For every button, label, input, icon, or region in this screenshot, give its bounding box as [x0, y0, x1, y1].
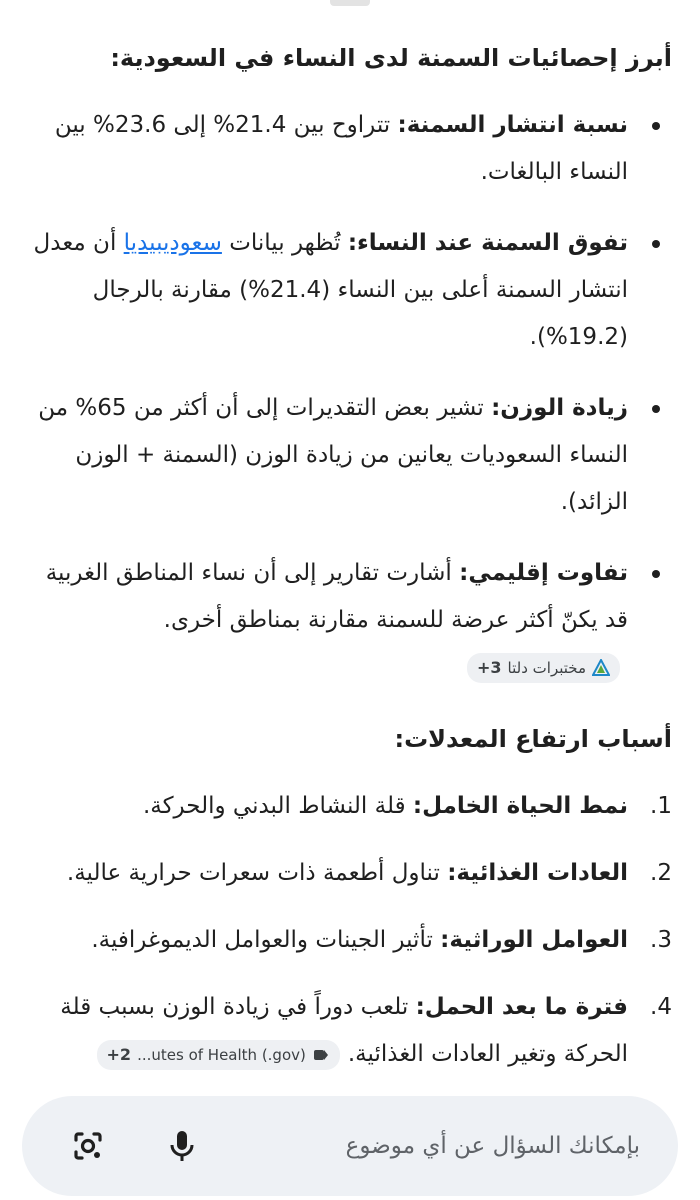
source-chip-delta-labs[interactable]	[467, 653, 620, 683]
chip-count: +3	[477, 657, 502, 677]
item-text: أشارت تقارير إلى أن نساء المناطق الغربية قد يكنّ أكثر عرضة للسمنة مقارنة بمناطق أخرى.	[45, 560, 628, 633]
search-input-placeholder[interactable]: بإمكانك السؤال عن أي موضوع	[345, 1133, 640, 1159]
delta-labs-logo-icon	[592, 659, 610, 677]
top-handle	[330, 0, 370, 6]
item-text: تُظهر بيانات	[221, 230, 348, 256]
item-title: نمط الحياة الخامل:	[412, 793, 628, 819]
ask-input-bar[interactable]	[22, 1096, 678, 1196]
list-item	[27, 220, 672, 361]
item-text: تشير بعض التقديرات إلى أن أكثر من 65% من النساء السعوديات يعانين من زيادة الوزن (السمنة + الوزن الزائد).	[38, 395, 628, 515]
list-item	[27, 102, 672, 196]
source-link-saudipedia[interactable]: سعوديبيديا	[123, 230, 222, 256]
section-heading-causes: أسباب ارتفاع المعدلات:	[394, 725, 672, 753]
list-item	[27, 550, 672, 691]
response-content	[27, 38, 672, 1098]
item-number: 2.	[650, 860, 672, 886]
item-number: 1.	[650, 793, 672, 819]
chip-label: مختبرات دلتا	[507, 658, 586, 677]
item-title: تفاوت إقليمي:	[459, 560, 628, 586]
chip-count: +2	[106, 1044, 132, 1064]
item-text: قلة النشاط البدني والحركة.	[142, 793, 413, 819]
item-text: تتراوح بين 21.4% إلى 23.6% بين النساء البالغات.	[54, 112, 628, 185]
item-number: 4.	[650, 994, 672, 1020]
item-text: تناول أطعمة ذات سعرات حرارية عالية.	[66, 860, 448, 886]
list-item	[27, 783, 672, 830]
item-title: العوامل الوراثية:	[440, 927, 628, 953]
section-heading-statistics: أبرز إحصائيات السمنة لدى النساء في السعودية:	[110, 44, 672, 72]
item-text: أن معدل انتشار السمنة أعلى بين النساء (21.4%) مقارنة بالرجال (19.2%).	[33, 230, 628, 350]
source-chip-nih[interactable]	[97, 1040, 340, 1070]
item-title: زيادة الوزن:	[491, 395, 628, 421]
statistics-list	[27, 102, 672, 691]
item-title: نسبة انتشار السمنة:	[397, 112, 628, 138]
item-text: تلعب دوراً في زيادة الوزن بسبب قلة الحركة وتغير العادات الغذائية.	[60, 994, 628, 1067]
list-item	[27, 917, 672, 964]
causes-list	[27, 783, 672, 1078]
item-number: 3.	[650, 927, 672, 953]
microphone-icon[interactable]	[162, 1126, 202, 1166]
list-item	[27, 385, 672, 526]
list-item	[27, 850, 672, 897]
item-text: تأثير الجينات والعوامل الديموغرافية.	[91, 927, 441, 953]
list-item	[27, 984, 672, 1078]
item-title: فترة ما بعد الحمل:	[415, 994, 628, 1020]
item-title: تفوق السمنة عند النساء:	[347, 230, 628, 256]
nih-logo-icon	[312, 1046, 330, 1064]
item-title: العادات الغذائية:	[447, 860, 628, 886]
lens-camera-icon[interactable]	[68, 1126, 108, 1166]
chip-label: ...utes of Health (.gov)	[137, 1045, 306, 1064]
